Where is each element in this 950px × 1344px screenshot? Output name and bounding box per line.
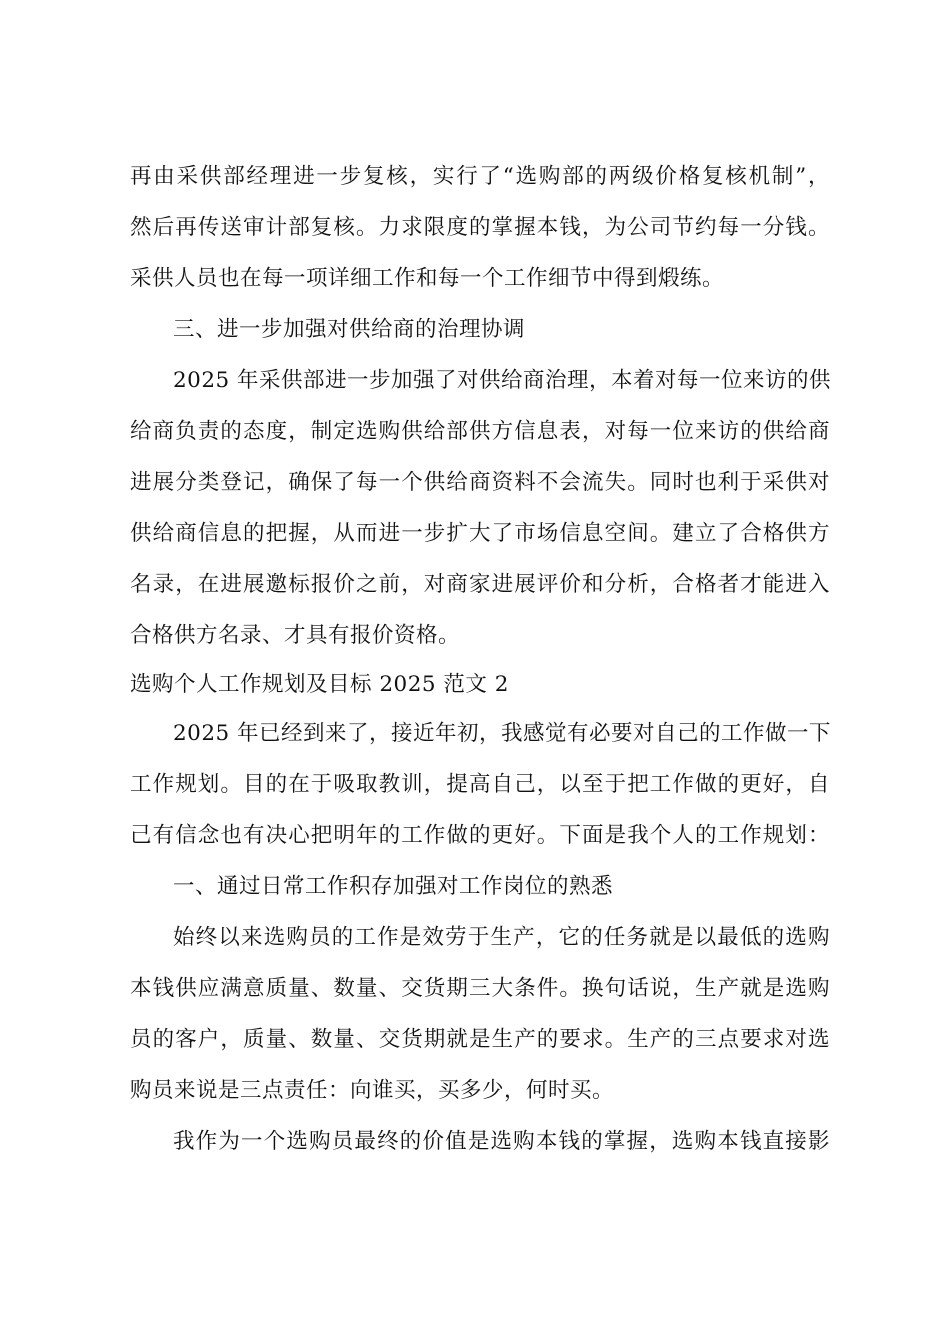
paragraph-line: 进展分类登记，确保了每一个供给商资料不会流失。同时也利于采供对 [130, 470, 830, 495]
paragraph-line: 名录，在进展邀标报价之前，对商家进展评价和分析，合格者才能进入 [130, 572, 830, 597]
paragraph-line: 2025 年已经到来了，接近年初，我感觉有必要对自己的工作做一下 [173, 721, 832, 746]
paragraph-line: 始终以来选购员的工作是效劳于生产，它的任务就是以最低的选购 [173, 925, 830, 950]
paragraph-line: 然后再传送审计部复核。力求限度的掌握本钱，为公司节约每一分钱。 [130, 215, 830, 240]
section-heading: 三、进一步加强对供给商的治理协调 [173, 317, 526, 342]
paragraph-line: 供给商信息的把握，从而进一步扩大了市场信息空间。建立了合格供方 [130, 521, 830, 546]
section-heading: 一、通过日常工作积存加强对工作岗位的熟悉 [173, 874, 614, 899]
paragraph-line: 再由采供部经理进一步复核，实行了“选购部的两级价格复核机制”， [130, 164, 830, 189]
paragraph-line: 购员来说是三点责任：向谁买，买多少，何时买。 [130, 1078, 615, 1103]
paragraph-line: 员的客户，质量、数量、交货期就是生产的要求。生产的三点要求对选 [130, 1027, 830, 1052]
paragraph-line: 我作为一个选购员最终的价值是选购本钱的掌握，选购本钱直接影 [173, 1129, 830, 1154]
article-title: 选购个人工作规划及目标 2025 范文 2 [130, 672, 509, 697]
paragraph-line: 合格供方名录、才具有报价资格。 [130, 623, 461, 648]
paragraph-line: 给商负责的态度，制定选购供给部供方信息表，对每一位来访的供给商 [130, 419, 830, 444]
paragraph-line: 2025 年采供部进一步加强了对供给商治理，本着对每一位来访的供 [173, 368, 832, 393]
paragraph-line: 己有信念也有决心把明年的工作做的更好。下面是我个人的工作规划： [130, 823, 830, 848]
paragraph-line: 工作规划。目的在于吸取教训，提高自己，以至于把工作做的更好，自 [130, 772, 830, 797]
paragraph-line: 本钱供应满意质量、数量、交货期三大条件。换句话说，生产就是选购 [130, 976, 830, 1001]
paragraph-line: 采供人员也在每一项详细工作和每一个工作细节中得到煅练。 [130, 266, 725, 291]
